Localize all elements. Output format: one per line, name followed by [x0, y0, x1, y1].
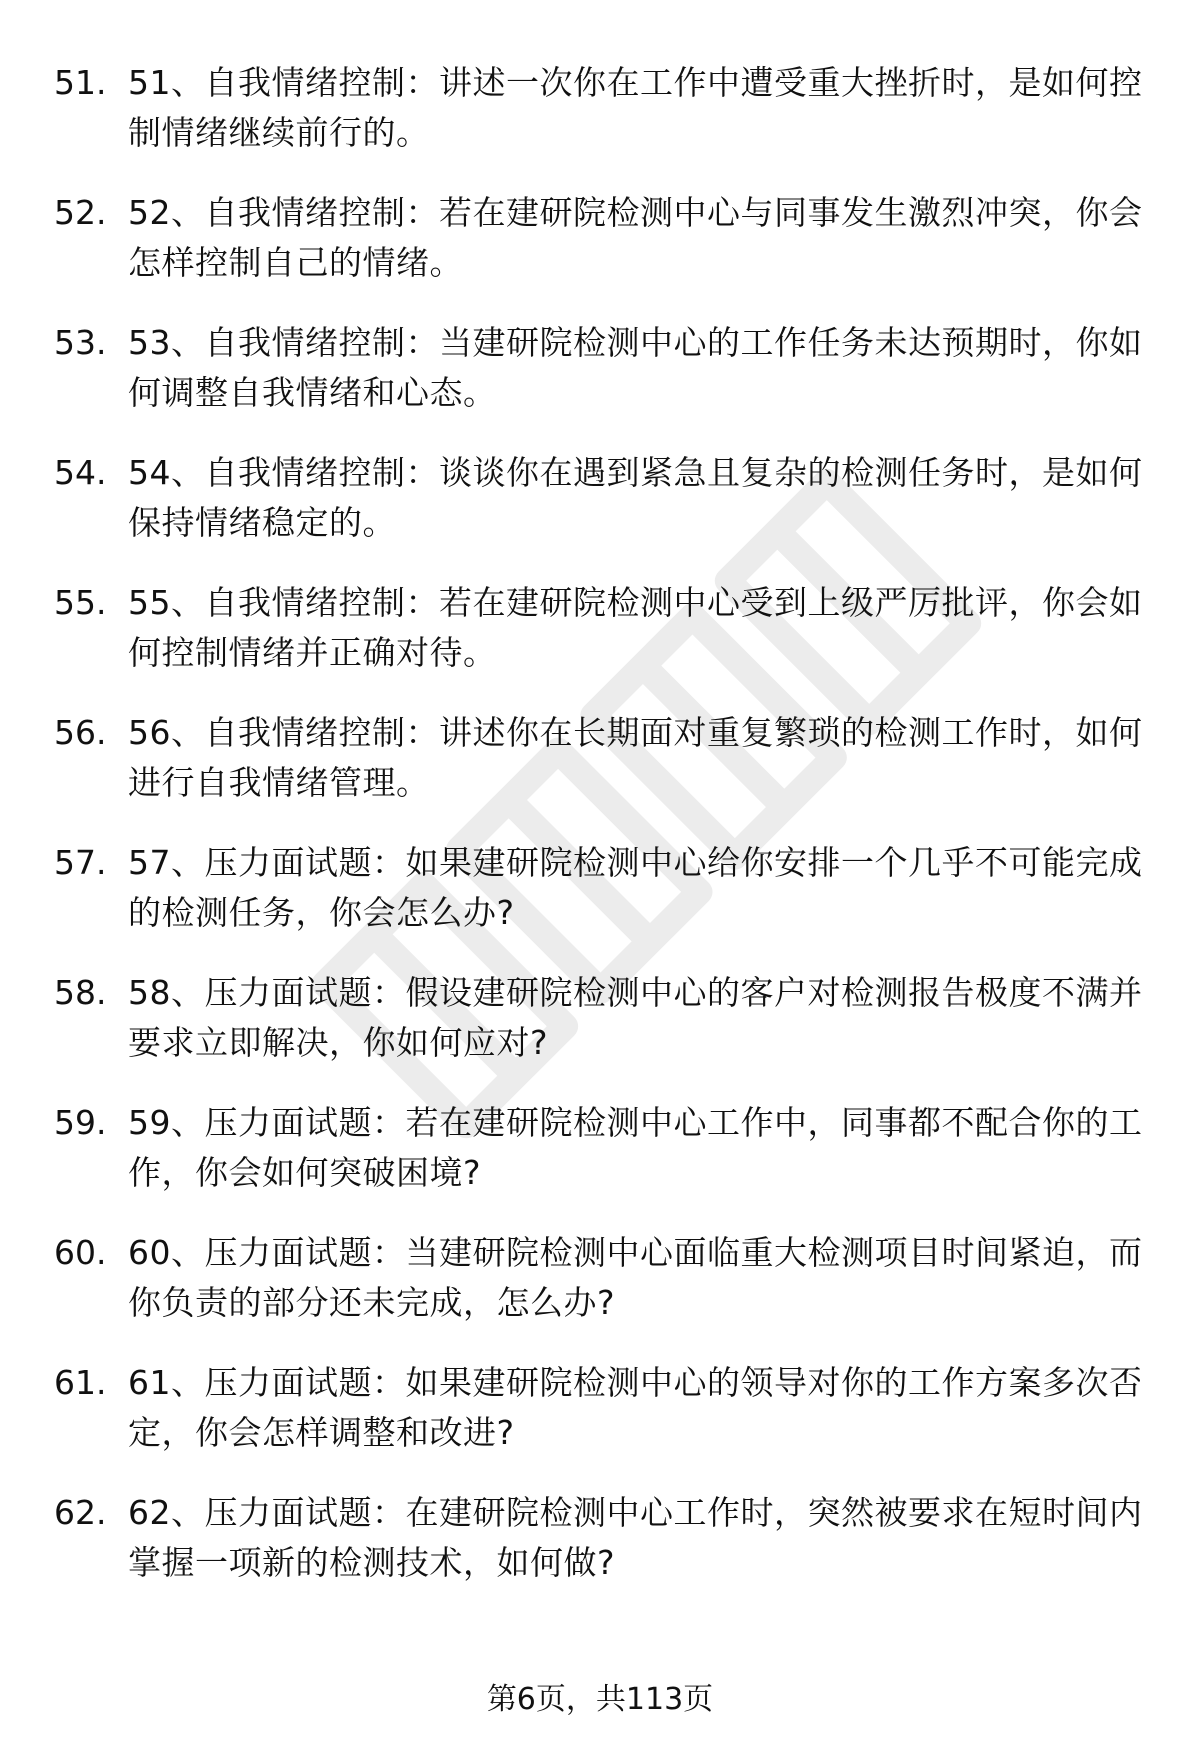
- question-text: 51、自我情绪控制：讲述一次你在工作中遭受重大挫折时，是如何控制情绪继续前行的。: [128, 63, 1143, 152]
- question-item: [0, 708, 1200, 838]
- question-number: 56.: [54, 713, 107, 752]
- question-number: 54.: [54, 453, 107, 492]
- question-number: 58.: [54, 973, 107, 1012]
- question-item: [0, 1358, 1200, 1488]
- question-number: 55.: [54, 583, 107, 622]
- question-text: 57、压力面试题：如果建研院检测中心给你安排一个几乎不可能完成的检测任务，你会怎么办?: [128, 843, 1143, 932]
- question-number: 51.: [54, 63, 107, 102]
- question-item: [0, 578, 1200, 708]
- question-text: 62、压力面试题：在建研院检测中心工作时，突然被要求在短时间内掌握一项新的检测技术，如何做?: [128, 1493, 1143, 1582]
- question-text: 55、自我情绪控制：若在建研院检测中心受到上级严厉批评，你会如何控制情绪并正确对待。: [128, 583, 1143, 672]
- page-footer: 第6页，共113页: [486, 1682, 714, 1717]
- question-text: 53、自我情绪控制：当建研院检测中心的工作任务未达预期时，你如何调整自我情绪和心态。: [128, 323, 1143, 412]
- question-text: 54、自我情绪控制：谈谈你在遇到紧急且复杂的检测任务时，是如何保持情绪稳定的。: [128, 453, 1143, 542]
- question-text: 58、压力面试题：假设建研院检测中心的客户对检测报告极度不满并要求立即解决，你如何应对?: [128, 973, 1143, 1062]
- question-text: 56、自我情绪控制：讲述你在长期面对重复繁琐的检测工作时，如何进行自我情绪管理。: [128, 713, 1143, 802]
- question-number: 61.: [54, 1363, 107, 1402]
- question-item: [0, 968, 1200, 1098]
- question-item: [0, 448, 1200, 578]
- question-item: [0, 1228, 1200, 1358]
- question-text: 60、压力面试题：当建研院检测中心面临重大检测项目时间紧迫，而你负责的部分还未完成，怎么办?: [128, 1233, 1143, 1322]
- question-number: 53.: [54, 323, 107, 362]
- question-text: 59、压力面试题：若在建研院检测中心工作中，同事都不配合你的工作，你会如何突破困境?: [128, 1103, 1143, 1192]
- question-number: 59.: [54, 1103, 107, 1142]
- question-item: [0, 318, 1200, 448]
- question-item: [0, 1098, 1200, 1228]
- question-number: 57.: [54, 843, 107, 882]
- question-item: [0, 58, 1200, 188]
- question-item: [0, 1488, 1200, 1618]
- question-text: 61、压力面试题：如果建研院检测中心的领导对你的工作方案多次否定，你会怎样调整和改进?: [128, 1363, 1143, 1452]
- question-item: [0, 838, 1200, 968]
- question-text: 52、自我情绪控制：若在建研院检测中心与同事发生激烈冲突，你会怎样控制自己的情绪。: [128, 193, 1143, 282]
- question-item: [0, 188, 1200, 318]
- question-number: 60.: [54, 1233, 107, 1272]
- question-list: [0, 58, 1200, 1618]
- question-number: 52.: [54, 193, 107, 232]
- question-number: 62.: [54, 1493, 107, 1532]
